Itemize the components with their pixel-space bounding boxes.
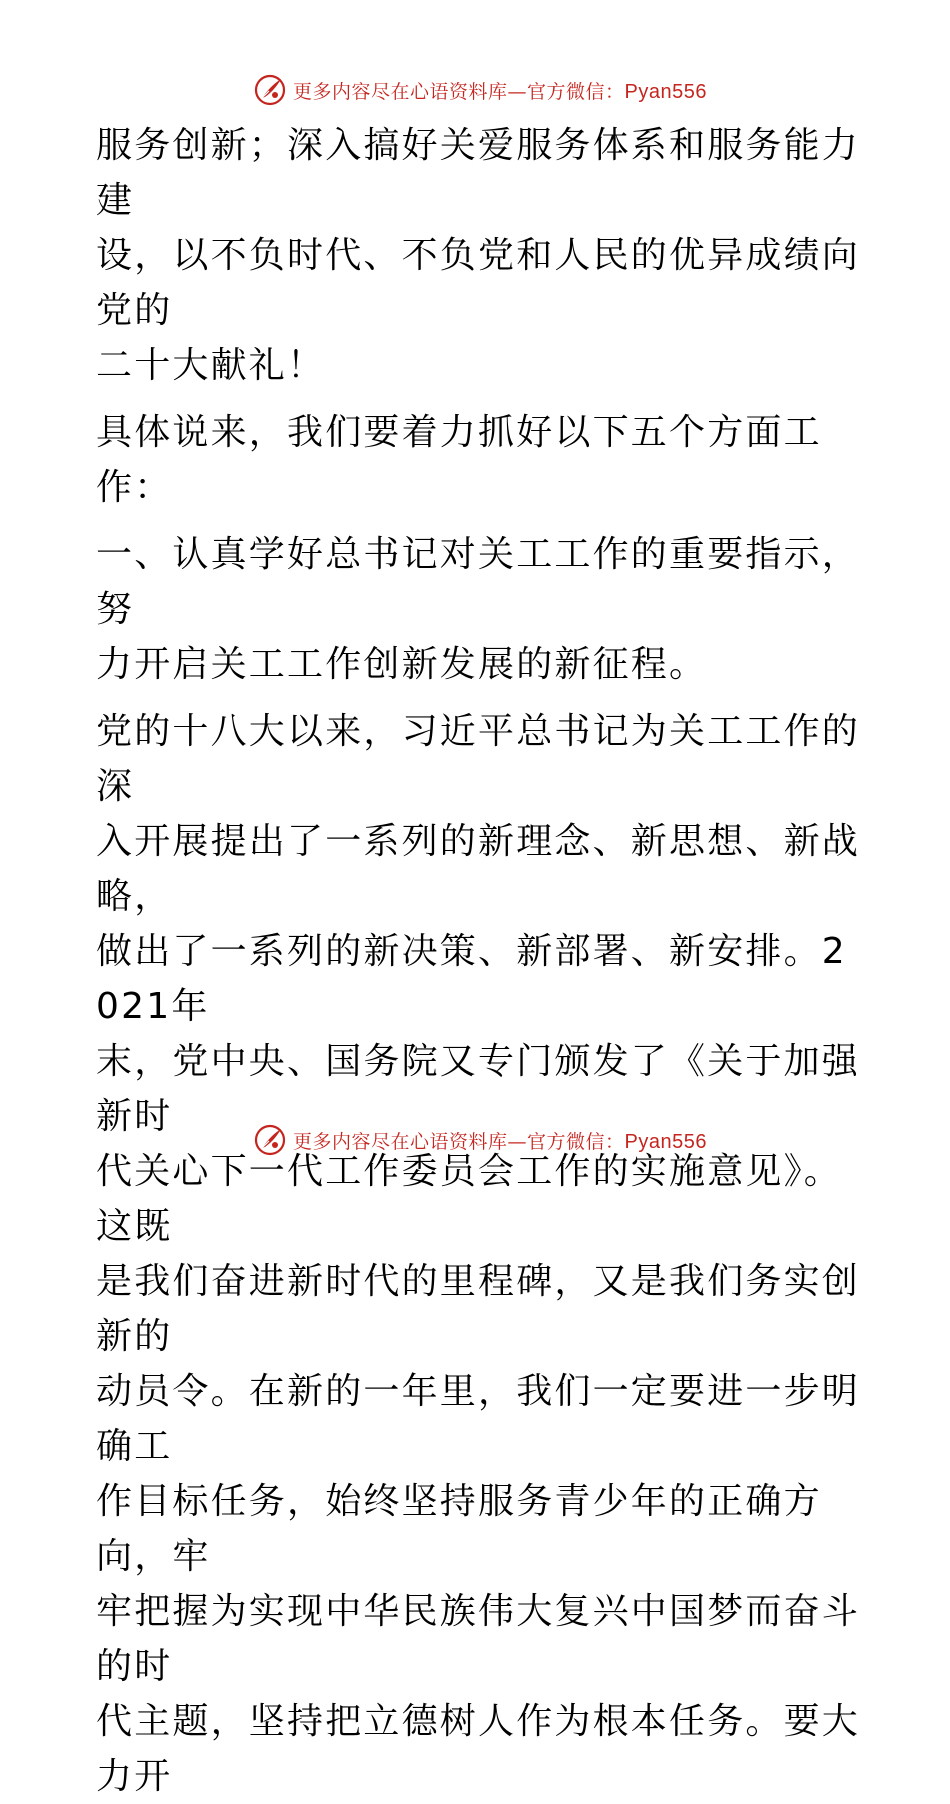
text-line: 二十大献礼！ — [96, 345, 326, 386]
text-line: 设，以不负时代、不负党和人民的优异成绩向党的 — [96, 235, 861, 331]
banner-inner — [253, 73, 707, 107]
pen-feather-logo-icon — [253, 73, 287, 107]
paragraph-1 — [96, 118, 866, 393]
text-line: 力开启关工工作创新发展的新征程。 — [96, 644, 708, 685]
text-line: 入开展提出了一系列的新理念、新思想、新战略， — [96, 821, 861, 917]
text-line: 末，党中央、国务院又专门颁发了《关于加强新时 — [96, 1041, 861, 1137]
banner-text — [293, 77, 707, 104]
text-line: 是我们奋进新时代的里程碑，又是我们务实创新的 — [96, 1261, 861, 1357]
text-line: 一、认真学好总书记对关工工作的重要指示，努 — [96, 534, 861, 630]
banner-wechat-id: Pyan556 — [624, 80, 707, 103]
pen-feather-logo-icon — [253, 1123, 287, 1157]
banner-wechat-id: Pyan556 — [624, 1130, 707, 1153]
text-line: 党的十八大以来，习近平总书记为关工工作的深 — [96, 711, 861, 807]
paragraph-4 — [96, 704, 866, 1804]
text-line: 做出了一系列的新决策、新部署、新安排。2021年 — [96, 931, 847, 1027]
paragraph-3-heading — [96, 527, 866, 692]
banner-chinese-text: 更多内容尽在心语资料库—官方微信： — [293, 1130, 625, 1153]
text-line: 动员令。在新的一年里，我们一定要进一步明确工 — [96, 1371, 861, 1467]
banner-inner — [253, 1123, 707, 1157]
text-line: 作目标任务，始终坚持服务青少年的正确方向，牢 — [96, 1481, 822, 1577]
text-line: 代主题，坚持把立德树人作为根本任务。要大力开 — [96, 1701, 861, 1797]
footer-watermark-banner — [0, 1120, 950, 1160]
text-line: 服务创新；深入搞好关爱服务体系和服务能力建 — [96, 125, 861, 221]
banner-chinese-text: 更多内容尽在心语资料库—官方微信： — [293, 80, 625, 103]
text-line: 具体说来，我们要着力抓好以下五个方面工作： — [96, 412, 822, 508]
text-line: 代关心下一代工作委员会工作的实施意见》。这既 — [96, 1151, 843, 1247]
header-watermark-banner — [0, 70, 950, 110]
text-line: 牢把握为实现中华民族伟大复兴中国梦而奋斗的时 — [96, 1591, 861, 1687]
banner-text — [293, 1127, 707, 1154]
document-body — [96, 118, 866, 1804]
paragraph-2 — [96, 405, 866, 515]
